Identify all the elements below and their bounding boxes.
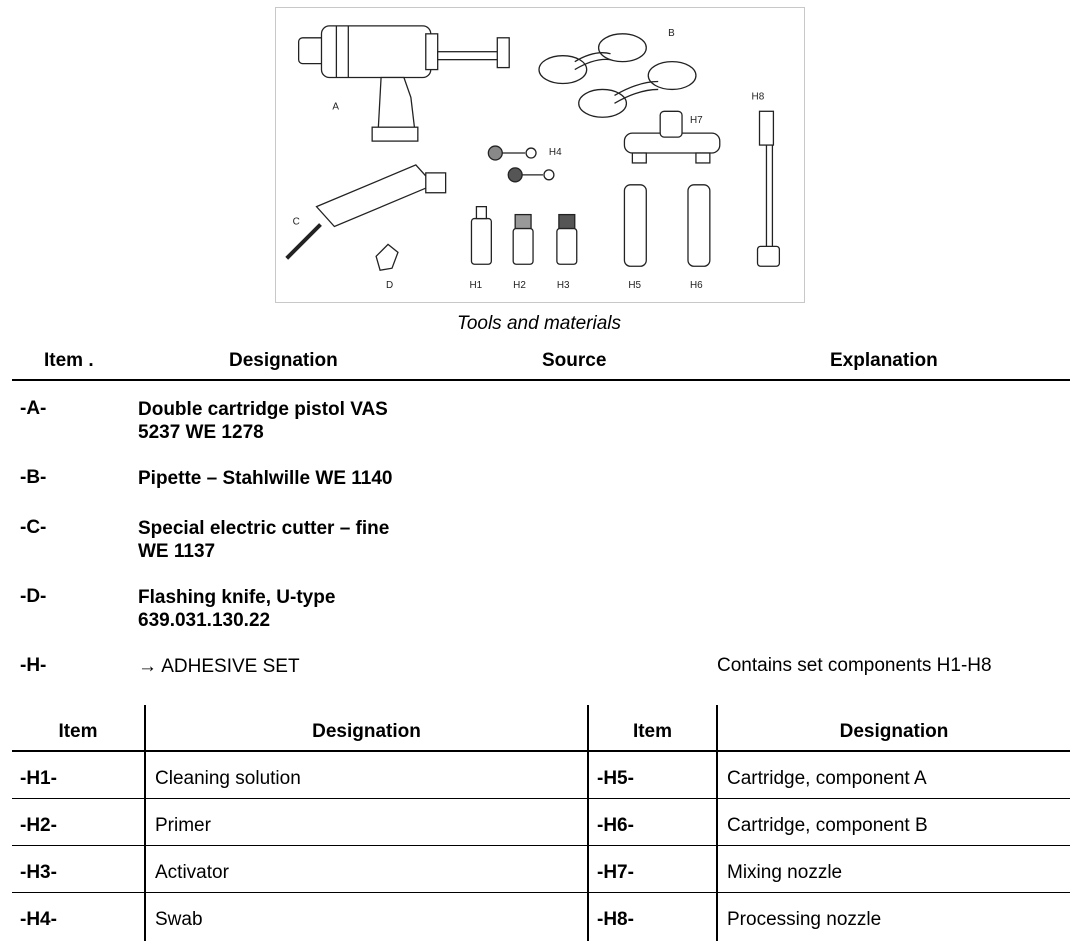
row-divider bbox=[12, 798, 1070, 799]
table-row-designation: Activator bbox=[155, 862, 229, 883]
row-divider bbox=[12, 892, 1070, 893]
row-d-item: -D- bbox=[20, 586, 47, 607]
header-explanation: Explanation bbox=[830, 350, 938, 371]
label-h8: H8 bbox=[751, 91, 765, 103]
row-divider bbox=[12, 750, 1070, 752]
sub-header-designation-left: Designation bbox=[312, 721, 421, 742]
label-h7: H7 bbox=[689, 115, 703, 127]
label-h3: H3 bbox=[556, 280, 570, 292]
label-h2: H2 bbox=[513, 280, 526, 292]
table-row-item: -H4- bbox=[20, 909, 57, 930]
sub-header-item-right: Item bbox=[632, 721, 673, 742]
adhesive-set-table bbox=[12, 705, 1070, 941]
row-d-designation: Flashing knife, U-type 639.031.130.22 bbox=[138, 587, 336, 631]
figure-caption: Tools and materials bbox=[456, 313, 622, 334]
electric-cutter-drawing bbox=[287, 165, 446, 258]
row-a-designation: Double cartridge pistol VAS 5237 WE 1278 bbox=[138, 399, 388, 443]
row-b-designation: Pipette – Stahlwille WE 1140 bbox=[138, 468, 393, 489]
flashing-knife-drawing bbox=[376, 244, 398, 270]
adhesive-set-link[interactable]: → ADHESIVE SET bbox=[138, 656, 300, 677]
table-row-designation: Cleaning solution bbox=[155, 768, 301, 789]
table-row-designation: Swab bbox=[155, 909, 203, 930]
label-h6: H6 bbox=[689, 280, 703, 292]
table-row-designation: Mixing nozzle bbox=[727, 862, 843, 883]
label-d: D bbox=[386, 280, 394, 292]
table-row-item: -H2- bbox=[20, 815, 57, 836]
cartridges-drawing bbox=[624, 185, 709, 266]
table-row-item: -H7- bbox=[597, 862, 634, 883]
table-row-item: -H8- bbox=[597, 909, 634, 930]
table-row-item: -H6- bbox=[597, 815, 634, 836]
label-b: B bbox=[668, 27, 675, 39]
table-row-designation: Cartridge, component B bbox=[727, 815, 928, 836]
header-designation: Designation bbox=[229, 350, 338, 371]
header-source: Source bbox=[542, 350, 607, 371]
header-item: Item . bbox=[44, 350, 94, 371]
table-row-item: -H5- bbox=[597, 768, 634, 789]
label-h5: H5 bbox=[628, 280, 642, 292]
label-c: C bbox=[292, 216, 300, 228]
table-row-item: -H3- bbox=[20, 862, 57, 883]
sub-header-item-left: Item bbox=[58, 721, 98, 742]
header-rule bbox=[12, 379, 1070, 381]
suction-pipette-drawing bbox=[539, 34, 696, 117]
table-row-designation: Primer bbox=[155, 815, 211, 836]
swab-drawing bbox=[488, 146, 554, 182]
processing-nozzle-drawing bbox=[758, 111, 780, 266]
label-a: A bbox=[332, 101, 340, 113]
row-c-designation: Special electric cutter – fine WE 1137 bbox=[138, 518, 390, 562]
table-row-designation: Cartridge, component A bbox=[727, 768, 927, 789]
row-a-item: -A- bbox=[20, 398, 47, 419]
table-row-item: -H1- bbox=[20, 768, 57, 789]
bottles-drawing bbox=[471, 207, 576, 265]
sub-header-designation-right: Designation bbox=[839, 721, 949, 742]
row-h-explanation: Contains set components H1-H8 bbox=[717, 655, 992, 676]
label-h1: H1 bbox=[469, 280, 483, 292]
table-row-designation: Processing nozzle bbox=[727, 909, 882, 930]
row-b-item: -B- bbox=[20, 467, 47, 488]
tools-illustration bbox=[275, 7, 805, 303]
row-c-item: -C- bbox=[20, 517, 47, 538]
row-h-item: -H- bbox=[20, 655, 47, 676]
mixing-nozzle-drawing bbox=[624, 111, 719, 163]
row-divider bbox=[12, 845, 1070, 846]
label-h4: H4 bbox=[548, 147, 562, 159]
cartridge-pistol-drawing bbox=[299, 26, 510, 141]
